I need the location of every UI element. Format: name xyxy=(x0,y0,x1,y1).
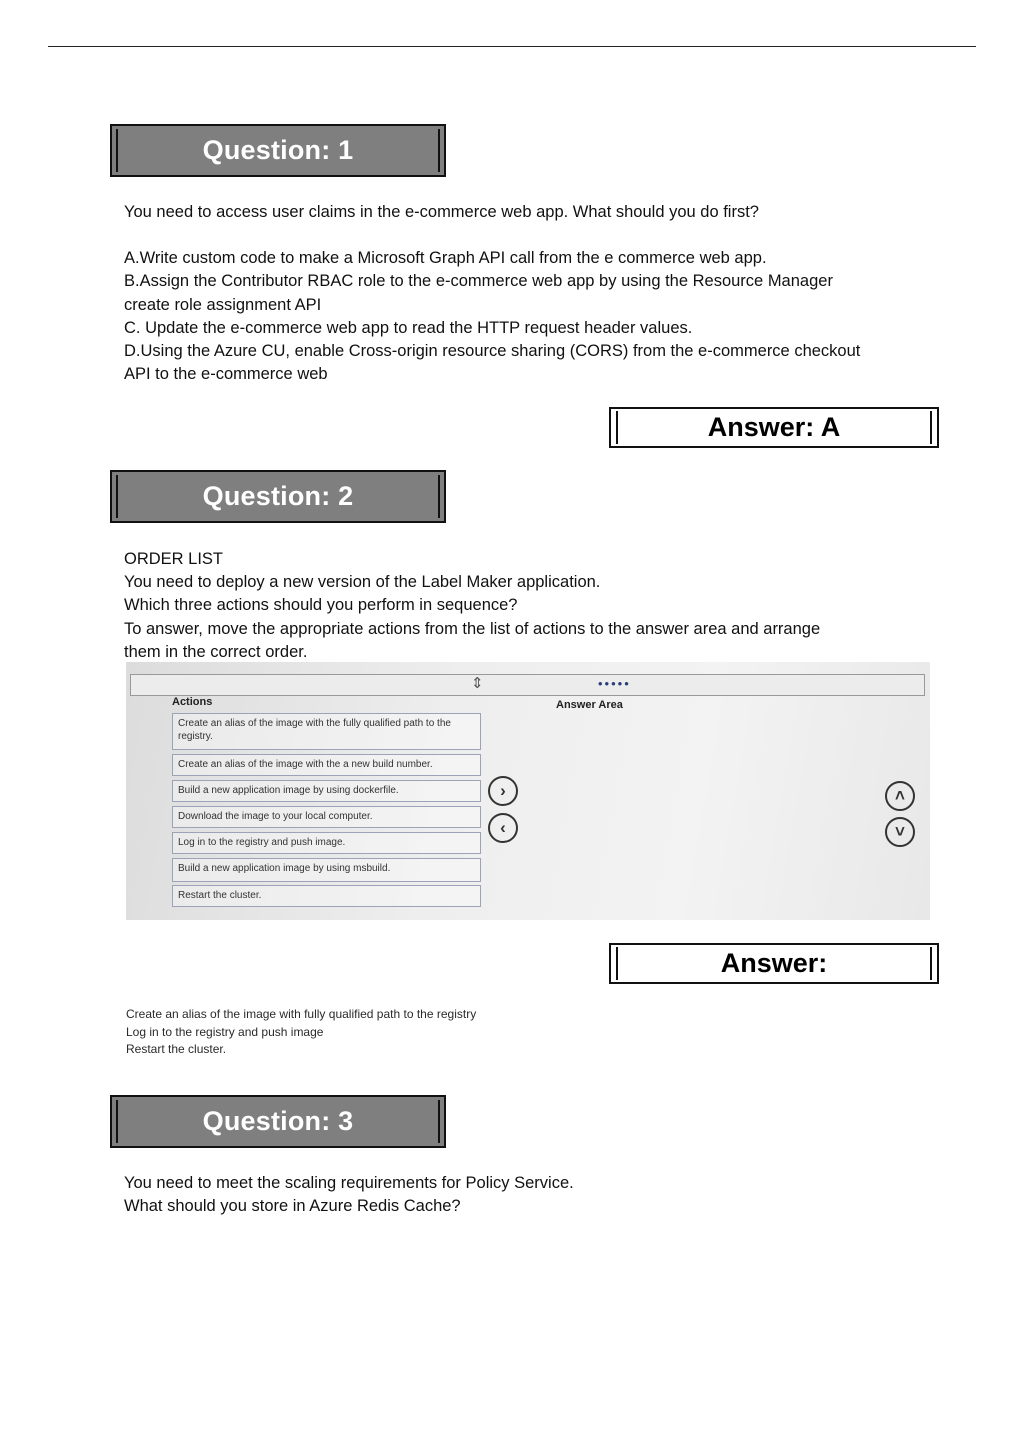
question-1-heading xyxy=(110,124,446,177)
answer-area-heading: Answer Area xyxy=(556,699,623,711)
move-right-icon[interactable]: › xyxy=(488,776,518,806)
option-c: C. Update the e-commerce web app to read the HTTP request header values. xyxy=(124,318,693,337)
option-b-cont: create role assignment API xyxy=(124,295,322,314)
answer-2-step: Log in to the registry and push image xyxy=(126,1024,324,1039)
question-2-line: ORDER LIST xyxy=(124,550,224,568)
answer-1-box xyxy=(609,407,939,448)
answer-2-list xyxy=(126,1006,476,1059)
action-item[interactable]: Build a new application image by using dockerfile. xyxy=(172,780,481,802)
question-3-heading xyxy=(110,1095,446,1148)
move-left-icon[interactable]: ‹ xyxy=(488,813,518,843)
order-list-screenshot xyxy=(126,662,930,920)
question-1-body xyxy=(124,201,904,386)
move-up-icon[interactable]: ˄ xyxy=(885,781,915,811)
header-rule xyxy=(48,46,976,47)
question-2-line: Which three actions should you perform in sequence? xyxy=(124,596,518,615)
question-3-label: Question: 3 xyxy=(202,1106,354,1136)
screenshot-toolbar xyxy=(130,674,925,696)
question-1-text: You need to access user claims in the e-commerce web app. What should you do first? xyxy=(124,203,759,221)
option-b: B.Assign the Contributor RBAC role to the e-commerce web app by using the Resource Manager xyxy=(124,272,833,291)
action-item[interactable]: Download the image to your local computer. xyxy=(172,806,481,828)
action-item[interactable]: Create an alias of the image with the fully qualified path to the registry. xyxy=(172,713,481,750)
action-item[interactable]: Log in to the registry and push image. xyxy=(172,832,481,854)
answer-1-label: Answer: A xyxy=(707,412,841,442)
action-item[interactable]: Build a new application image by using msbuild. xyxy=(172,858,481,882)
question-3-body xyxy=(124,1172,904,1218)
question-2-body xyxy=(124,548,904,664)
option-d-cont: API to the e-commerce web xyxy=(124,365,328,384)
question-2-line: them in the correct order. xyxy=(124,642,308,661)
action-item[interactable]: Create an alias of the image with the a new build number. xyxy=(172,754,481,776)
move-down-icon[interactable]: ˅ xyxy=(885,817,915,847)
answer-2-label: Answer: xyxy=(720,948,828,978)
question-2-line: To answer, move the appropriate actions from the list of actions to the answer area and arrange xyxy=(124,619,821,638)
actions-heading: Actions xyxy=(172,696,213,708)
question-2-line: You need to deploy a new version of the Label Maker application. xyxy=(124,573,601,592)
option-d: D.Using the Azure CU, enable Cross-origin resource sharing (CORS) from the e-commerce checkout xyxy=(124,342,861,361)
answer-2-box xyxy=(609,943,939,984)
question-3-line: What should you store in Azure Redis Cache? xyxy=(124,1197,461,1216)
answer-2-step: Create an alias of the image with fully qualified path to the registry xyxy=(126,1007,477,1021)
action-item[interactable]: Restart the cluster. xyxy=(172,885,481,907)
question-2-label: Question: 2 xyxy=(202,481,354,511)
drag-handle-icon: ⇕ xyxy=(471,675,484,692)
question-2-heading xyxy=(110,470,446,523)
question-3-line: You need to meet the scaling requirements for Policy Service. xyxy=(124,1174,574,1192)
answer-2-step: Restart the cluster. xyxy=(126,1042,227,1056)
option-a: A.Write custom code to make a Microsoft Graph API call from the e commerce web app. xyxy=(124,249,767,268)
question-1-label: Question: 1 xyxy=(202,135,354,165)
progress-dots: ••••• xyxy=(598,676,631,691)
